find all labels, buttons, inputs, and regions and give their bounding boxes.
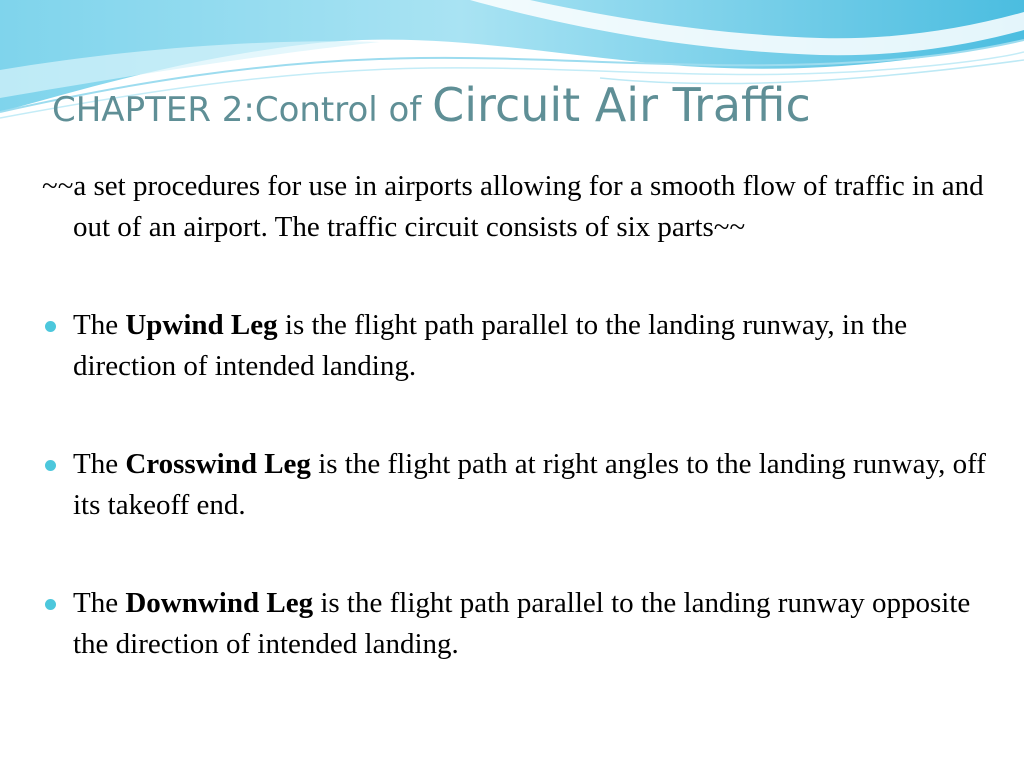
bullet-dot-icon bbox=[45, 321, 56, 332]
slide-title bbox=[52, 78, 811, 132]
bullet-term: Upwind Leg bbox=[125, 309, 278, 341]
bullet-text: is the flight path parallel to the landing runway opposite the direction of intended landing. bbox=[73, 587, 971, 660]
bullet-dot-icon bbox=[45, 599, 56, 610]
bullet-list bbox=[42, 305, 992, 665]
bullet-term: Downwind Leg bbox=[125, 587, 314, 619]
bullet-lead: The bbox=[73, 309, 126, 341]
title-main: Circuit Air Traffic bbox=[432, 78, 811, 132]
title-prefix: CHAPTER 2:Control of bbox=[52, 90, 433, 130]
bullet-text: is the flight path parallel to the landing runway, in the direction of intended landing. bbox=[73, 309, 908, 382]
intro-paragraph: ~~a set procedures for use in airports allowing for a smooth flow of traffic in and out of an airport. The traffic circuit consists of six parts~~ bbox=[42, 170, 984, 243]
bullet-item-upwind-leg bbox=[42, 305, 992, 387]
bullet-lead: The bbox=[73, 448, 126, 480]
bullet-term: Crosswind Leg bbox=[125, 448, 311, 480]
bullet-item-crosswind-leg bbox=[42, 444, 992, 526]
bullet-item-downwind-leg bbox=[42, 583, 992, 665]
slide-body bbox=[42, 166, 992, 722]
bullet-lead: The bbox=[73, 587, 126, 619]
bullet-dot-icon bbox=[45, 460, 56, 471]
bullet-text: is the flight path at right angles to the landing runway, off its takeoff end. bbox=[73, 448, 986, 521]
